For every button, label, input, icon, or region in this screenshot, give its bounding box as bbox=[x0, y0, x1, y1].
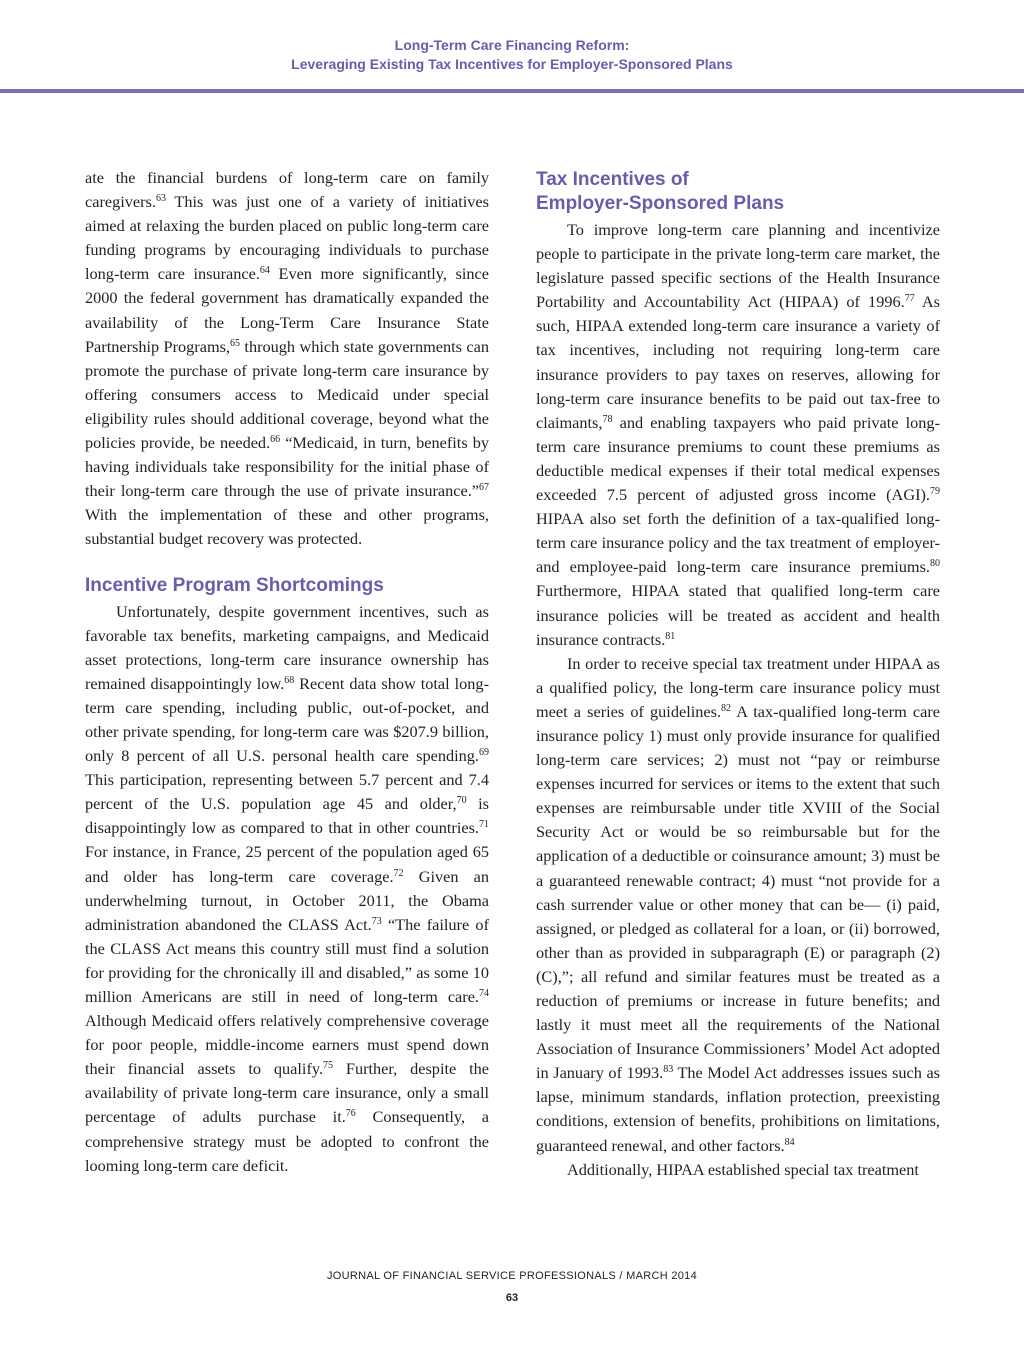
footnote-ref: 72 bbox=[393, 867, 404, 879]
text-run: With the implementation of these and other programs, substantial budget recovery was protected. bbox=[85, 505, 489, 549]
footnote-ref: 82 bbox=[721, 702, 732, 714]
text-run: “The failure of the CLASS Act means this country still must find a solution for providing for the chronically ill and disabled,” as some 10 million Americans are still in need of long-term care. bbox=[85, 914, 489, 1006]
footnote-ref: 84 bbox=[784, 1136, 795, 1148]
text-run: As such, HIPAA extended long-term care insurance a variety of tax incentives, including not requiring long-term care insurance providers to pay taxes on reserves, allowing for long-term care insurance benefits to be paid out tax-free to claimants, bbox=[536, 292, 940, 432]
text-run: and enabling taxpayers who paid private long-term care insurance premiums to count these premiums as deductible medical expenses if their total medical expenses exceeded 7.5 percent of adjusted gross income (AGI). bbox=[536, 412, 940, 505]
section-heading-tax-incentives bbox=[536, 168, 940, 216]
paragraph bbox=[85, 166, 489, 552]
text-run: Unfortunately, despite government incentives, such as favorable tax benefits, marketing campaigns, and Medicaid asset protections, long-term care insurance ownership has remained disappointingly low. bbox=[85, 601, 489, 693]
text-run: This participation, representing between 5.7 percent and 7.4 percent of the U.S. population age 45 and older, bbox=[85, 770, 489, 814]
footnote-ref: 65 bbox=[230, 337, 241, 349]
footnote-ref: 64 bbox=[259, 265, 270, 277]
paragraph bbox=[536, 218, 940, 652]
section-heading-incentive-shortcomings: Incentive Program Shortcomings bbox=[85, 574, 384, 596]
text-run: This was just one of a variety of initiatives aimed at relaxing the burden placed on public long-term care funding programs by encouraging individuals to purchase long-term care insurance. bbox=[85, 192, 489, 284]
footnote-ref: 76 bbox=[345, 1108, 356, 1120]
text-run: Further, despite the availability of private long-term care insurance, only a small percentage of adults purchase it. bbox=[85, 1059, 489, 1127]
paragraph bbox=[536, 652, 940, 1158]
footnote-ref: 73 bbox=[371, 915, 382, 927]
section-heading-line: Employer-Sponsored Plans bbox=[536, 193, 785, 214]
right-column bbox=[536, 166, 940, 1182]
text-run: “Medicaid, in turn, benefits by having individuals take responsibility for the initial phase of their long-term care through the use of private insurance.” bbox=[85, 433, 489, 501]
text-run: Even more significantly, since 2000 the federal government has dramatically expanded the availability of the Long-Term Care Insurance State Partnership Programs, bbox=[85, 264, 489, 356]
page-number: 63 bbox=[505, 1292, 519, 1304]
footnote-ref: 63 bbox=[155, 193, 166, 205]
footnote-ref: 77 bbox=[904, 293, 915, 305]
footnote-ref: 69 bbox=[479, 747, 489, 759]
footnote-ref: 83 bbox=[663, 1064, 674, 1076]
section-heading-line: Tax Incentives of bbox=[536, 169, 689, 190]
text-run: Consequently, a comprehensive strategy must be adopted to confront the looming long-term care deficit. bbox=[85, 1107, 490, 1175]
running-header bbox=[0, 36, 1024, 74]
running-header-subtitle: Leveraging Existing Tax Incentives for Employer-Sponsored Plans bbox=[291, 56, 733, 72]
footnote-ref: 67 bbox=[479, 482, 489, 494]
footnote-ref: 66 bbox=[270, 434, 281, 446]
text-run: is disappointingly low as compared to that in other countries. bbox=[85, 794, 489, 838]
footnote-ref: 71 bbox=[479, 819, 489, 831]
text-run: Recent data show total long-term care spending, including public, out-of-pocket, and other private spending, for long-term care was $207.9 billion, only 8 percent of all U.S. personal health care spending. bbox=[85, 673, 489, 766]
paragraph: Additionally, HIPAA established special tax treatment bbox=[567, 1159, 919, 1179]
left-column bbox=[85, 166, 489, 1178]
footnote-ref: 68 bbox=[284, 674, 295, 686]
footnote-ref: 78 bbox=[602, 413, 613, 425]
footnote-ref: 75 bbox=[323, 1060, 334, 1072]
text-run: The Model Act addresses issues such as lapse, minimum standards, inflation protection, preexisting conditions, extension of benefits, prohibitions on limitations, guaranteed renewal, and other factors. bbox=[536, 1063, 941, 1155]
text-run: Furthermore, HIPAA stated that qualified long-term care insurance policies will be treated as accident and health insurance contracts. bbox=[536, 581, 940, 649]
footnote-ref: 79 bbox=[930, 486, 940, 498]
text-run: For instance, in France, 25 percent of the population aged 65 and older has long-term care coverage. bbox=[85, 842, 489, 886]
footnote-ref: 81 bbox=[665, 630, 676, 642]
paragraph bbox=[85, 600, 489, 1178]
text-run: HIPAA also set forth the definition of a tax-qualified long-term care insurance policy and the tax treatment of employer- and employee-paid long-term care insurance premiums. bbox=[536, 509, 940, 577]
footnote-ref: 70 bbox=[456, 795, 467, 807]
text-run: through which state governments can promote the purchase of private long-term care insurance by offering consumers access to Medicaid under special eligibility rules should additional coverage, beyond what the policies provide, be needed. bbox=[85, 336, 489, 453]
text-run: A tax-qualified long-term care insurance policy 1) must only provide insurance for qualified long-term care services; 2) must not “pay or reimburse expenses incurred for services or items to the extent that such expenses are reimbursable under title XVIII of the Social Security Act or would be so reimbursable but for the application of a deductible or coinsurance amount; 3) must be a guaranteed renewable contract; 4) must “not provide for a cash surrender value or other money that can be— (i) paid, assigned, or pledged as collateral for a loan, or (ii) borrowed, other than as provided in subparagraph (E) or paragraph (2)(C),”; all refund and similar features must be treated as a reduction of premiums or increase in future benefits; and lastly it must meet all the requirements of the National Association of Insurance Commissioners’ Model Act adopted in January of 1993. bbox=[536, 701, 940, 1083]
running-header-title: Long-Term Care Financing Reform: bbox=[394, 37, 630, 53]
text-run: Although Medicaid offers relatively comprehensive coverage for poor people, middle-income earners must spend down their financial assets to qualify. bbox=[85, 1011, 489, 1079]
text-run: Given an underwhelming turnout, in October 2011, the Obama administration abandoned the CLASS Act. bbox=[85, 866, 490, 934]
journal-footer: JOURNAL OF FINANCIAL SERVICE PROFESSIONALS / MARCH 2014 bbox=[326, 1270, 697, 1282]
text-run: In order to receive special tax treatment under HIPAA as a qualified policy, the long-term care insurance policy must meet a series of guidelines. bbox=[536, 653, 940, 721]
text-run: To improve long-term care planning and incentivize people to participate in the private long-term care market, the legislature passed specific sections of the Health Insurance Portability and Accountability Act (HIPAA) of 1996. bbox=[536, 220, 940, 312]
footnote-ref: 80 bbox=[930, 558, 940, 570]
footnote-ref: 74 bbox=[479, 988, 489, 999]
text-run: ate the financial burdens of long-term care on family caregivers. bbox=[85, 168, 489, 212]
header-rule bbox=[0, 89, 1024, 93]
